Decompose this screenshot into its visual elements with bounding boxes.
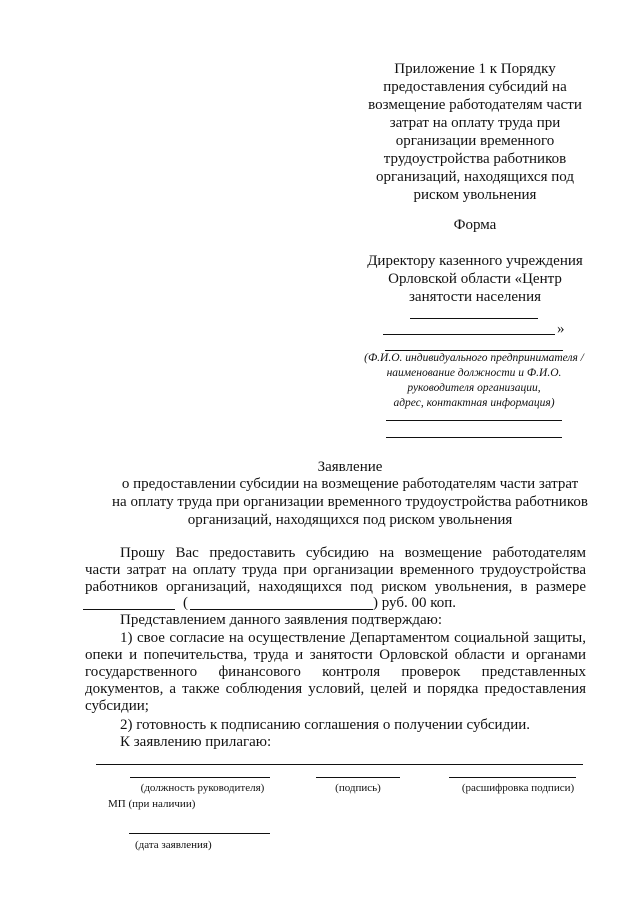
appendix-line: предоставления субсидий на xyxy=(383,79,567,95)
applicant-field-line[interactable] xyxy=(386,437,562,438)
signature-decode-field[interactable] xyxy=(449,777,576,778)
item1-line: 1) свое согласие на осуществление Департаментом социальной защиты, xyxy=(120,630,586,646)
appendix-line: затрат на оплату труда при xyxy=(389,115,561,131)
request-line: работников организаций, находящихся под риском увольнения, в размере xyxy=(85,579,586,595)
attachments-label: К заявлению прилагаю: xyxy=(120,734,272,750)
hint-line: адрес, контактная информация) xyxy=(393,397,555,409)
hint-line: наименование должности и Ф.И.О. xyxy=(386,367,562,379)
request-line: части затрат на оплату труда при организации временного трудоустройства xyxy=(85,562,586,578)
item1-line: документов, а также соблюдения условий, целей и порядка предоставления xyxy=(85,681,586,697)
addressee-line: Орловской области «Центр xyxy=(388,271,562,287)
subtitle-line: о предоставлении субсидии на возмещение работодателям части затрат xyxy=(121,476,579,492)
amount-open-paren: ( xyxy=(183,595,188,611)
hint-line: руководителя организации, xyxy=(407,382,541,394)
subtitle-line: организаций, находящихся под риском увольнения xyxy=(187,512,513,528)
closing-quote: » xyxy=(557,321,565,337)
position-field[interactable] xyxy=(130,777,270,778)
item1-last-line: субсидии; xyxy=(85,698,149,714)
date-caption: (дата заявления) xyxy=(135,839,212,851)
appendix-line: Приложение 1 к Порядку xyxy=(394,61,556,77)
form-label: Форма xyxy=(453,217,497,233)
item1-line: государственного финансового контроля проверок представленных xyxy=(85,664,586,680)
appendix-line: организаций, находящихся под xyxy=(376,169,574,185)
appendix-line: риском увольнения xyxy=(413,187,537,203)
date-field[interactable] xyxy=(129,833,270,834)
appendix-line: возмещение работодателям части xyxy=(368,97,582,113)
signature-field[interactable] xyxy=(316,777,400,778)
statement-subtitle xyxy=(60,475,639,529)
item2-line: 2) готовность к подписанию соглашения о получении субсидии. xyxy=(120,717,531,733)
addressee-line: занятости населения xyxy=(408,289,541,305)
appendix-line: трудоустройства работников xyxy=(383,151,567,167)
amount-number-field[interactable] xyxy=(83,609,175,610)
request-line: Прошу Вас предоставить субсидию на возмещение работодателям xyxy=(120,545,586,561)
addressee-field-line[interactable] xyxy=(410,318,538,319)
appendix-line: организации временного xyxy=(395,133,555,149)
attachments-field[interactable] xyxy=(96,764,583,765)
appendix-block xyxy=(355,60,595,204)
position-caption: (должность руководителя) xyxy=(140,782,265,794)
subtitle-line: на оплату труда при организации временного трудоустройства работников xyxy=(112,494,588,510)
addressee-block xyxy=(355,252,595,306)
decode-caption: (расшифровка подписи) xyxy=(461,782,575,794)
signature-caption: (подпись) xyxy=(335,782,381,794)
stamp-label: МП (при наличии) xyxy=(108,798,196,810)
hint-line: (Ф.И.О. индивидуального предпринимателя / xyxy=(364,352,584,364)
applicant-hint xyxy=(348,351,600,411)
confirm-intro: Представлением данного заявления подтверждаю: xyxy=(120,612,443,628)
applicant-field-line[interactable] xyxy=(386,420,562,421)
amount-words-field[interactable] xyxy=(190,609,373,610)
addressee-field-line[interactable] xyxy=(383,334,555,335)
statement-title: Заявление xyxy=(317,459,383,475)
amount-suffix: ) руб. 00 коп. xyxy=(373,595,457,611)
addressee-line: Директору казенного учреждения xyxy=(367,253,583,269)
item1-line: опеки и попечительства, труда и занятости Орловской области и органами xyxy=(85,647,586,663)
